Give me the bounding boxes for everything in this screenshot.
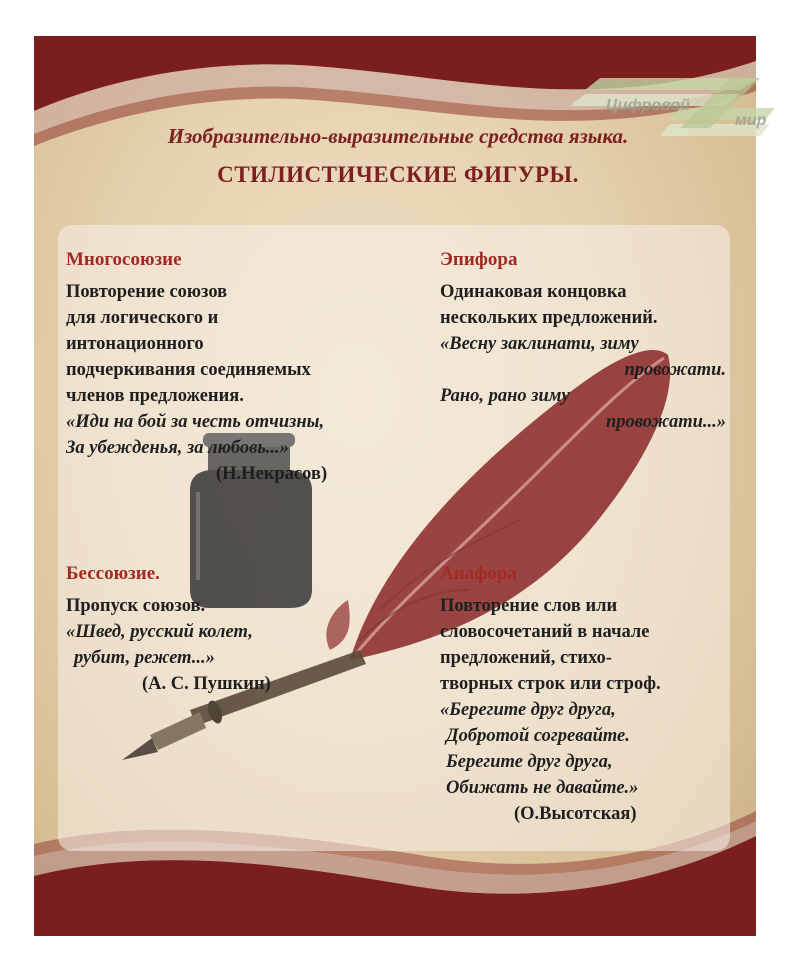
definition-line: Повторение союзов — [66, 282, 228, 302]
section-asyndeton — [66, 561, 271, 697]
logo-text-primary: Цифровой — [606, 97, 690, 114]
section-heading: Анафора — [440, 563, 517, 584]
quote-author: (О.Высотская) — [514, 804, 637, 824]
definition-line: нескольких предложений. — [440, 308, 658, 328]
quote-line: «Весну заклинати, зиму — [440, 334, 639, 354]
quote-line: Берегите друг друга, — [446, 752, 613, 772]
quote-author: (Н.Некрасов) — [216, 464, 328, 484]
definition-line: для логического и — [66, 308, 219, 328]
section-heading: Эпифора — [440, 249, 518, 270]
quote-line: За убежденья, за любовь...» — [66, 438, 289, 458]
definition-line: членов предложения. — [66, 386, 244, 406]
quote-line: Добротой согревайте. — [446, 726, 630, 746]
definition-line: подчеркивания соединяемых — [66, 360, 311, 380]
quote-line: «Иди на бой за честь отчизны, — [66, 412, 325, 432]
quote-line: Обижать не давайте.» — [446, 778, 639, 798]
quote-line: провожати. — [624, 360, 726, 380]
page-subtitle: Изобразительно-выразительные средства языка. — [167, 124, 629, 148]
quote-author: (А. С. Пушкин) — [142, 674, 271, 694]
definition-line: Одинаковая концовка — [440, 282, 627, 302]
quote-line: провожати...» — [605, 412, 726, 432]
definition-line: Повторение слов или — [440, 596, 618, 616]
quote-line: Рано, рано зиму — [440, 386, 570, 406]
quote-line: рубит, режет...» — [74, 648, 215, 668]
definition-line: словосочетаний в начале — [440, 622, 650, 642]
section-heading: Бессоюзие. — [66, 563, 160, 584]
definition-line: Пропуск союзов. — [66, 596, 206, 616]
section-polysyndeton — [66, 247, 327, 487]
quote-line: «Швед, русский колет, — [66, 622, 253, 642]
logo-text-secondary: мир — [735, 112, 767, 129]
section-heading: Многосоюзие — [66, 249, 182, 270]
definition-line: предложений, стихо- — [440, 648, 612, 668]
definition-line: интонационного — [66, 334, 204, 354]
page-title: СТИЛИСТИЧЕСКИЕ ФИГУРЫ. — [217, 162, 579, 187]
section-epiphora — [440, 247, 726, 435]
section-anaphora — [440, 561, 661, 827]
definition-line: творных строк или строф. — [440, 674, 661, 694]
quote-line: «Берегите друг друга, — [440, 700, 616, 720]
